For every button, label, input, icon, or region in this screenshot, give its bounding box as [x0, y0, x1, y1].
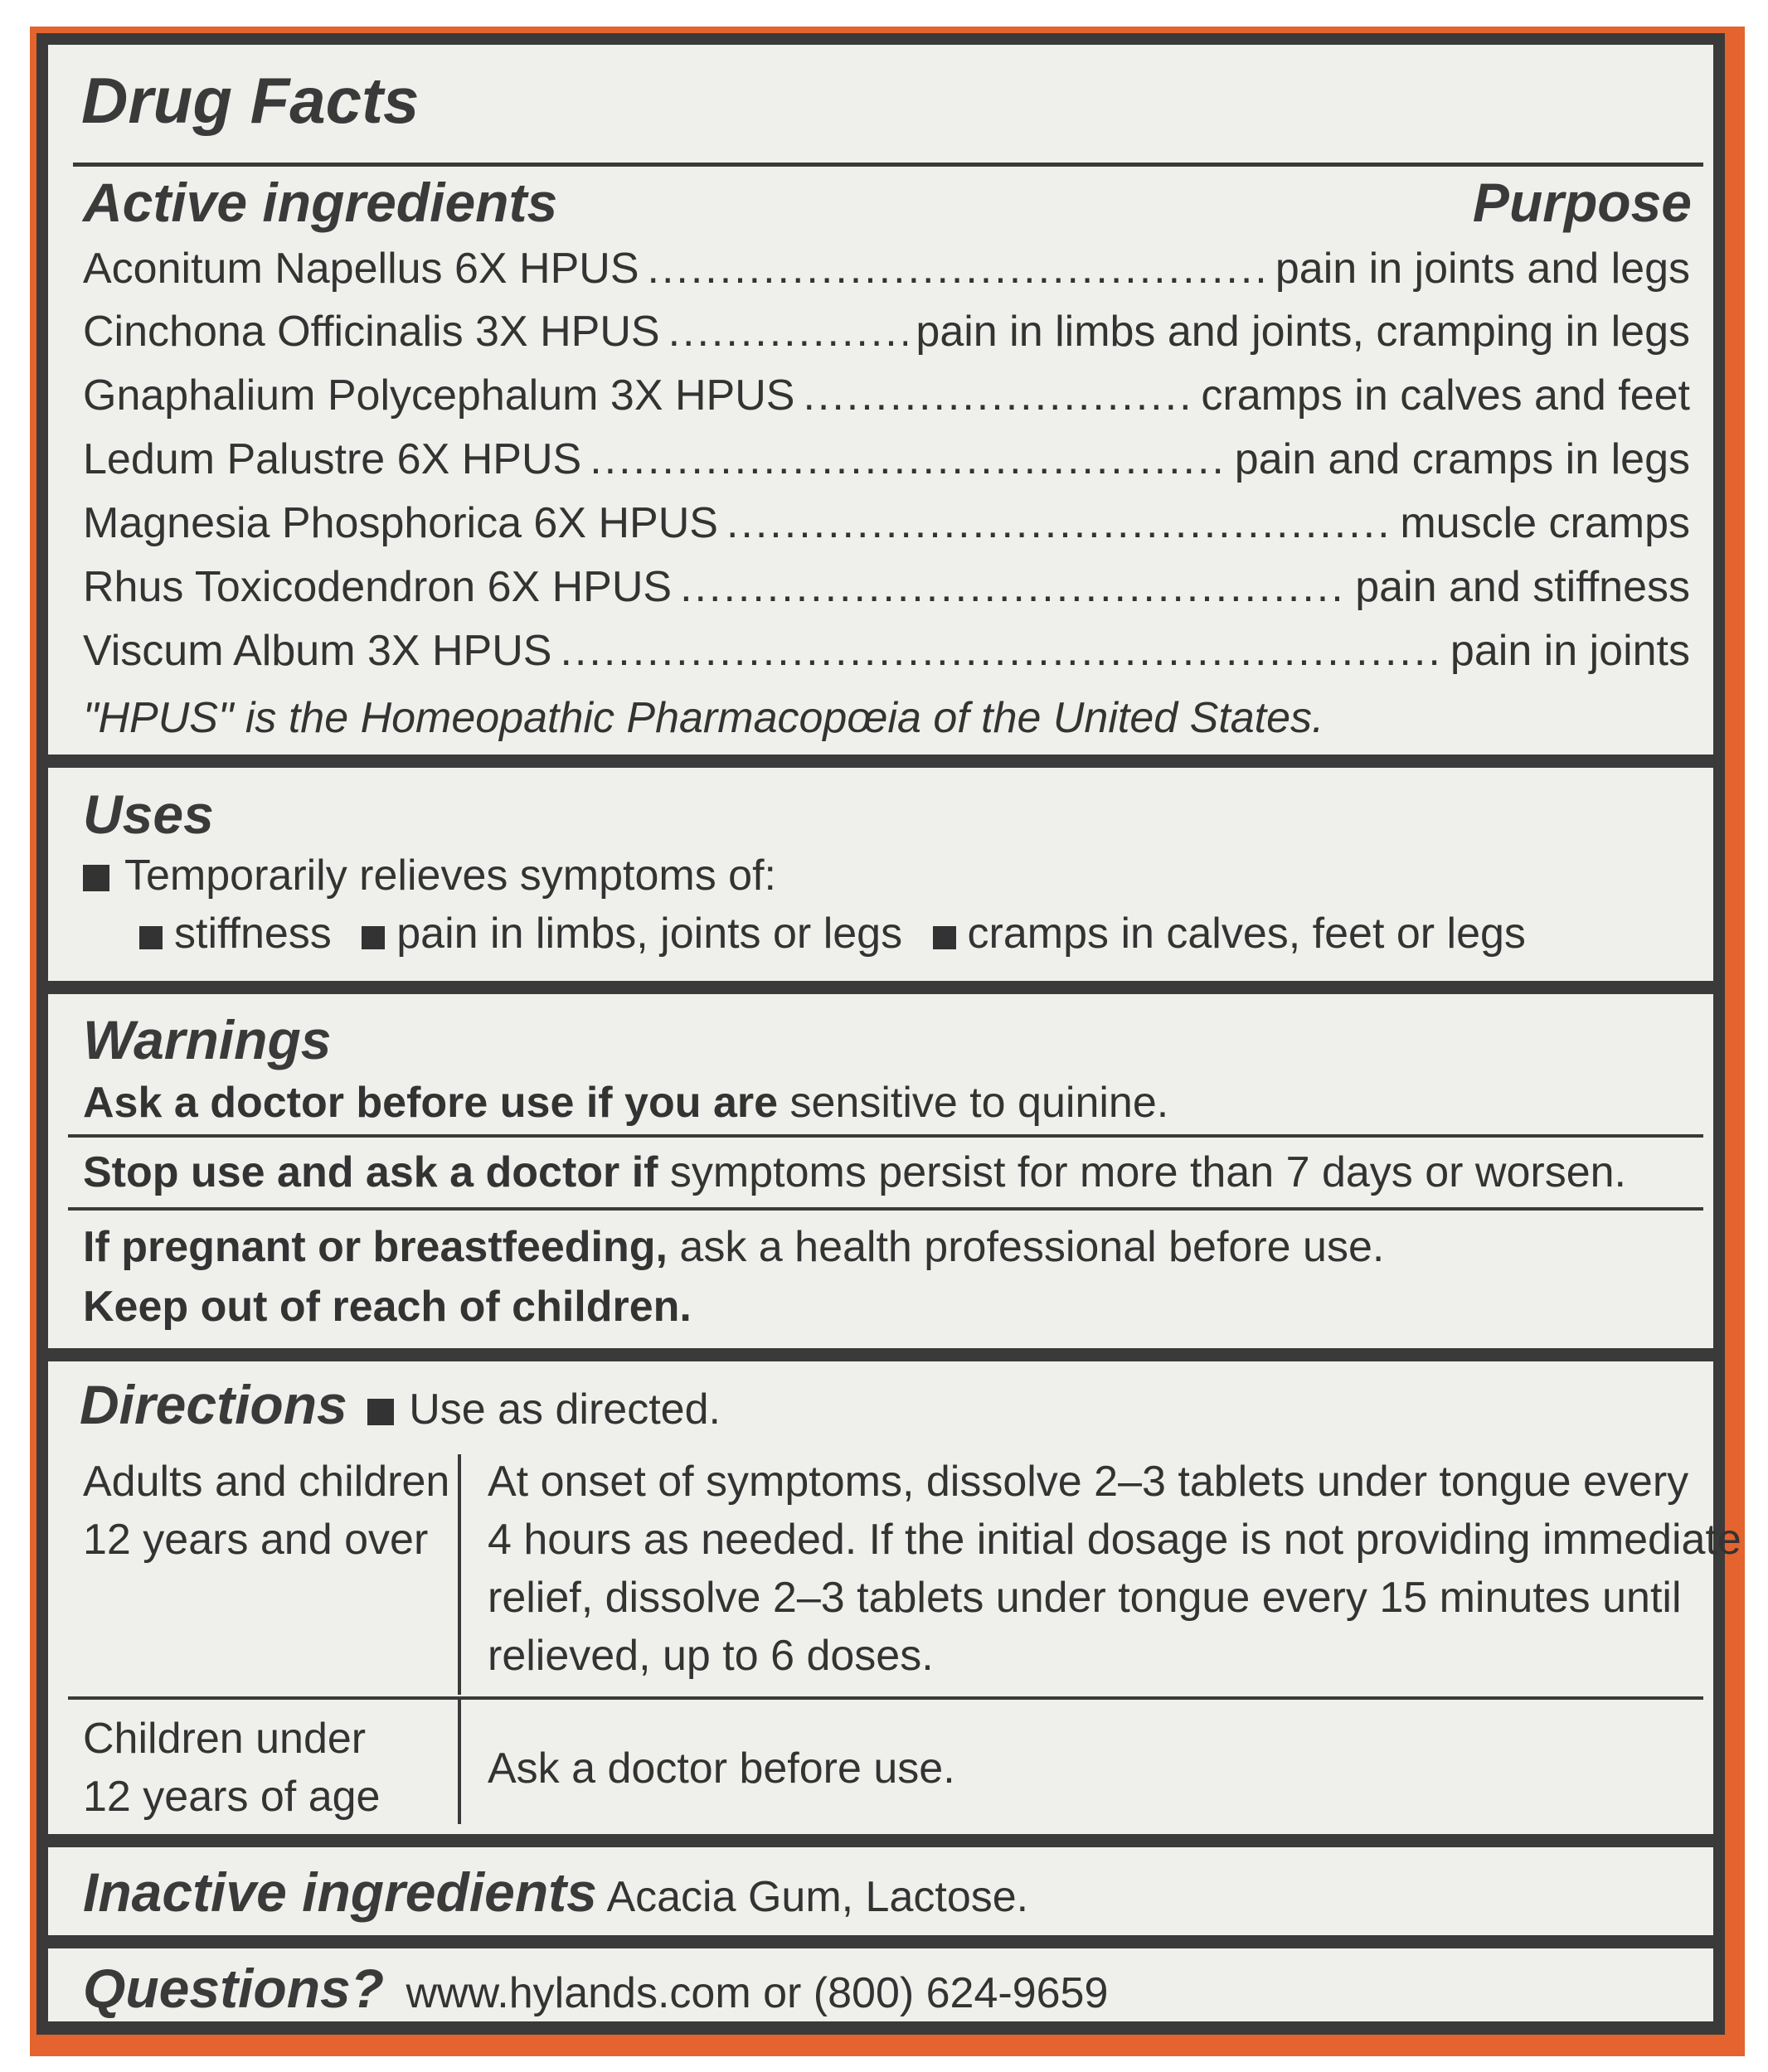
- ingredient-row: [83, 371, 1690, 424]
- section-separator: [48, 1348, 1713, 1361]
- what-line: 4 hours as needed. If the initial dosage is not providing immediate: [488, 1516, 1741, 1564]
- use-item: cramps in calves, feet or legs: [967, 910, 1526, 958]
- ingredient-row: [83, 307, 1690, 360]
- title-rule: [73, 163, 1703, 167]
- directions-column-rule: [458, 1700, 461, 1824]
- what-line: relief, dissolve 2–3 tablets under tongue every 15 minutes until: [488, 1574, 1682, 1622]
- ingredient-purpose: cramps in calves and feet: [1201, 371, 1690, 420]
- ingredient-purpose: pain in joints: [1450, 627, 1690, 675]
- warning-line: [83, 1079, 1169, 1127]
- section-separator: [48, 755, 1713, 768]
- warning-bold: Stop use and ask a doctor if: [83, 1148, 658, 1196]
- warning-line: [83, 1225, 1384, 1269]
- ingredient-row: [83, 626, 1690, 679]
- uses-list: [139, 910, 1526, 958]
- ingredient-purpose: pain and cramps in legs: [1234, 435, 1690, 483]
- ingredient-purpose: pain in limbs and joints, cramping in legs: [916, 308, 1690, 356]
- active-heading: Active ingredients: [83, 172, 558, 233]
- bullet-icon: [933, 926, 956, 949]
- ingredient-row: [83, 562, 1690, 615]
- inactive-heading: Inactive ingredients: [83, 1861, 597, 1923]
- page-title: Drug Facts: [81, 64, 420, 137]
- inactive-text: Acacia Gum, Lactose.: [596, 1873, 1029, 1921]
- ingredient-name: Ledum Palustre 6X HPUS: [83, 435, 582, 483]
- uses-heading: Uses: [83, 784, 214, 845]
- purpose-heading: Purpose: [1472, 172, 1692, 233]
- warning-bold: If pregnant or breastfeeding,: [83, 1223, 668, 1271]
- uses-intro-text: Temporarily relieves symptoms of:: [124, 852, 776, 900]
- use-item: pain in limbs, joints or legs: [396, 910, 903, 958]
- questions-row: [83, 1957, 1108, 2020]
- ingredient-name: Gnaphalium Polycephalum 3X HPUS: [83, 371, 795, 420]
- section-separator: [48, 1834, 1713, 1847]
- who-line: Children under: [83, 1715, 367, 1763]
- warning-rule: [68, 1207, 1703, 1211]
- use-item: stiffness: [174, 910, 332, 958]
- ingredient-name: Cinchona Officinalis 3X HPUS: [83, 308, 660, 356]
- warning-rule: [68, 1134, 1703, 1138]
- directions-intro-text: Use as directed.: [409, 1385, 721, 1434]
- leader-dots: [668, 307, 908, 357]
- leader-dots: [560, 626, 1441, 676]
- directions-column-rule: [458, 1454, 461, 1695]
- ingredient-name: Rhus Toxicodendron 6X HPUS: [83, 563, 673, 611]
- directions-header: [80, 1373, 721, 1436]
- bullet-icon: [362, 926, 385, 949]
- directions-row-rule: [68, 1696, 1703, 1700]
- ingredient-row: [83, 434, 1690, 488]
- warning-text: symptoms persist for more than 7 days or worsen.: [658, 1148, 1627, 1196]
- ingredient-purpose: pain and stiffness: [1355, 563, 1690, 611]
- warning-line: [83, 1148, 1627, 1196]
- ingredient-row: [83, 498, 1690, 551]
- ingredient-name: Aconitum Napellus 6X HPUS: [83, 245, 639, 293]
- hpus-note: "HPUS" is the Homeopathic Pharmacopœia of the United States.: [83, 694, 1324, 742]
- section-separator: [48, 1935, 1713, 1948]
- leader-dots: [726, 498, 1392, 548]
- ingredient-name: Viscum Album 3X HPUS: [83, 627, 552, 675]
- directions-what: [488, 1740, 955, 1798]
- keep-away-warning: Keep out of reach of children.: [83, 1283, 692, 1331]
- who-line: 12 years of age: [83, 1773, 381, 1821]
- leader-dots: [648, 244, 1267, 294]
- what-line: Ask a doctor before use.: [488, 1744, 955, 1793]
- directions-heading: Directions: [80, 1374, 347, 1435]
- warnings-heading: Warnings: [83, 1009, 332, 1070]
- ingredient-name: Magnesia Phosphorica 6X HPUS: [83, 499, 718, 547]
- directions-who: [83, 1710, 380, 1826]
- directions-who: [83, 1453, 449, 1569]
- warning-text: ask a health professional before use.: [667, 1223, 1385, 1271]
- leader-dots: [680, 562, 1347, 612]
- what-line: At onset of symptoms, dissolve 2–3 tablets under tongue every: [488, 1458, 1689, 1506]
- who-line: 12 years and over: [83, 1516, 429, 1564]
- bullet-icon: [367, 1399, 394, 1425]
- warning-bold: Ask a doctor before use if you are: [83, 1079, 779, 1127]
- ingredient-row: [83, 244, 1690, 297]
- section-separator: [48, 981, 1713, 994]
- uses-intro: [83, 852, 776, 900]
- questions-heading: Questions?: [83, 1958, 385, 2019]
- leader-dots: [803, 371, 1192, 420]
- inactive-row: [83, 1861, 1028, 1924]
- what-line: relieved, up to 6 doses.: [488, 1632, 934, 1680]
- directions-what: [488, 1453, 1741, 1685]
- questions-contact: www.hylands.com or (800) 624-9659: [406, 1969, 1109, 2017]
- ingredient-purpose: pain in joints and legs: [1275, 245, 1690, 293]
- bullet-icon: [139, 926, 163, 949]
- who-line: Adults and children: [83, 1458, 450, 1506]
- leader-dots: [590, 434, 1226, 484]
- ingredient-purpose: muscle cramps: [1400, 499, 1690, 547]
- directions-intro: [367, 1385, 721, 1434]
- warning-text: sensitive to quinine.: [778, 1079, 1169, 1127]
- bullet-icon: [83, 865, 109, 891]
